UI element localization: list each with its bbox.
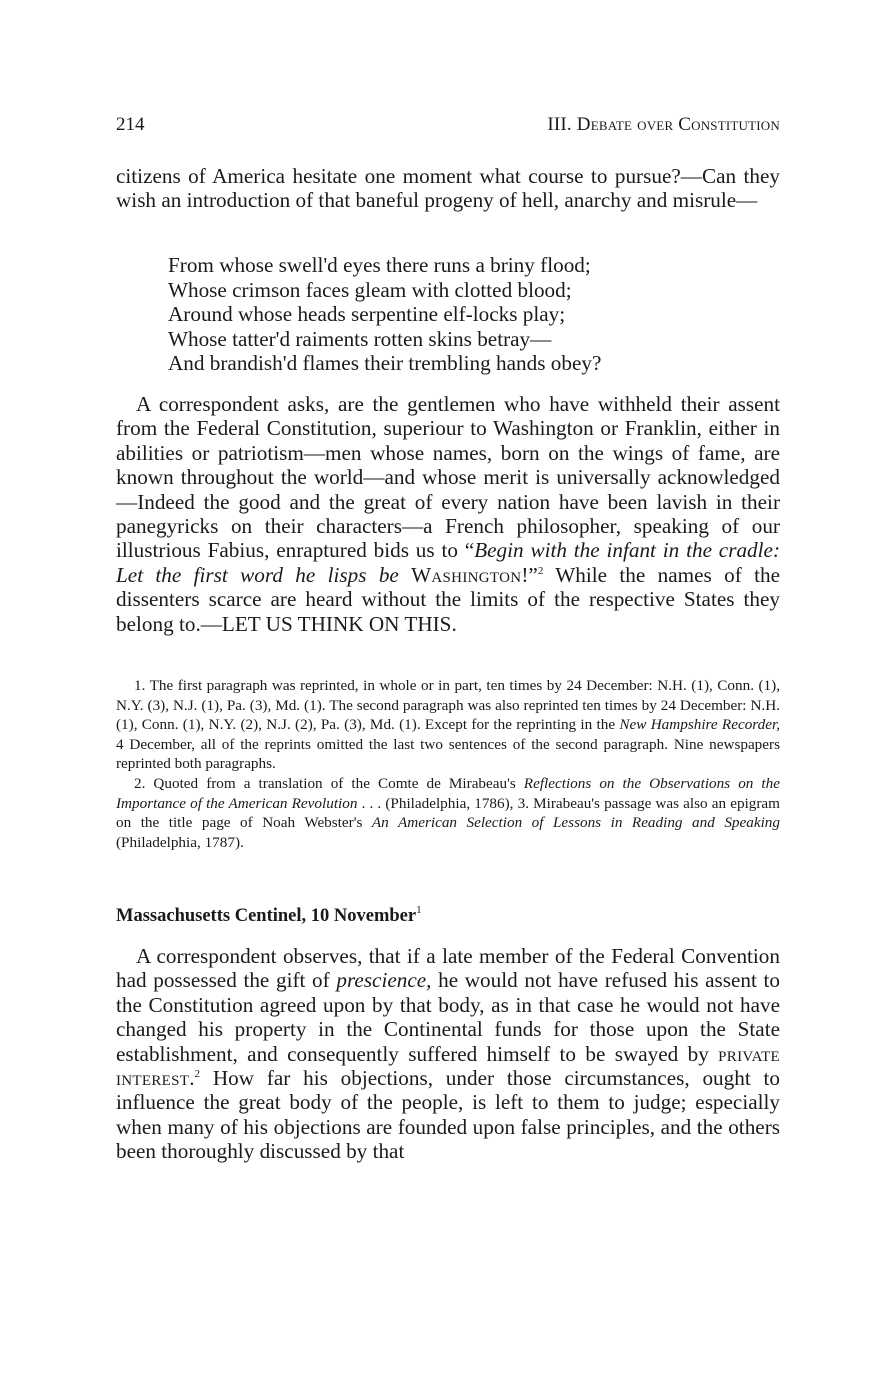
footnote-text: 2. Quoted from a translation of the Comte de Mirabeau's [134, 774, 524, 792]
small-caps-name: Washington [398, 562, 522, 587]
section-heading [116, 906, 422, 927]
verse-quotation [168, 253, 768, 376]
verse-line: And brandish'd flames their trembling hands obey? [168, 351, 602, 376]
paragraph-text: A correspondent asks, are the gentlemen who have withheld their assent from the Federal Constitution, superiour to Washington or Franklin, either in abilities or patriotism—men whose names, born on the wings of fame, are known throughout the world—and whose merit is universally acknowledged—Indeed the good and the great of every nation have been lavish in their panegyricks on their characters—a French philosopher, speaking of our illustrious Fabius, enraptured bids us to “ [116, 392, 780, 563]
verse-line: Around whose heads serpentine elf-locks play; [168, 302, 566, 327]
paragraph-text: he would not have refused his assent to the Constitution agreed upon by that body, as in that case he would not have changed his property in the Continental funds for those upon the State establishment, and consequently suffered himself to be swayed by [116, 968, 781, 1066]
footnote-text: (Philadelphia, 1787). [116, 833, 244, 851]
centinel-paragraph [116, 944, 780, 1164]
verse-line: Whose crimson faces gleam with clotted blood; [168, 277, 572, 302]
quote-close: !” [521, 562, 538, 587]
footnote-marker: 1 [416, 904, 422, 916]
section-heading-text: Massachusetts Centinel, 10 November [116, 906, 417, 926]
footnote-text: 1. The first paragraph was reprinted, in whole or in part, ten times by 24 December: N.H. (1), Conn. (1), N.Y. (3), N.J. (1), Pa. (3), Md. (1). The second paragraph was also reprinted ten times by 24 December: N.H. (1), Conn. (1), N.Y. (2), N.J. (2), Pa. (3), Md. (1). Except for the reprinting in the [116, 677, 780, 734]
verse-line: From whose swell'd eyes there runs a briny flood; [168, 253, 591, 277]
footnote-2 [116, 774, 780, 852]
correspondent-paragraph [116, 392, 780, 636]
paragraph-text: A correspondent observes, that if a late member of the Federal Convention had possessed the gift of [116, 944, 780, 993]
paragraph-text: While the names of the dissenters scarce are heard without the limits of the respective States they belong to.—LET US THINK ON THIS. [116, 562, 780, 636]
page-header [116, 114, 780, 140]
italic-quotation: Begin with the infant in the cradle: Let the first word he lisps be [116, 538, 780, 587]
verse-line: Whose tatter'd raiments rotten skins betray— [168, 326, 552, 351]
footnote-1 [116, 676, 780, 774]
footnote-italic: Reflections on the Observations on the Importance of the American Revolution [116, 774, 780, 812]
footnote-text: . . . (Philadelphia, 1786), 3. Mirabeau's passage was also an epigram on the title page of Noah Webster's [116, 794, 780, 832]
footnotes [116, 676, 780, 852]
continued-paragraph: citizens of America hesitate one moment what course to pursue?—Can they wish an introduction of that baneful progeny of hell, anarchy and misrule— [116, 164, 780, 213]
page-number: 214 [116, 114, 145, 135]
period: . [189, 1066, 195, 1091]
paragraph-text: How far his objections, under those circumstances, ought to influence the great body of the people, is left to them to judge; especially when many of his objections are founded upon false principles, and the others been thoroughly discussed by that [116, 1066, 780, 1164]
italic-word: prescience, [336, 968, 432, 993]
small-caps-phrase: private interest [116, 1041, 780, 1091]
footnote-italic: New Hampshire Recorder, [619, 716, 780, 734]
footnote-marker: 2 [194, 1068, 201, 1081]
footnote-italic: An American Selection of Lessons in Reading and Speaking [371, 814, 780, 832]
footnote-marker: 2 [537, 564, 544, 577]
footnote-text: 4 December, all of the reprints omitted the last two sentences of the second paragraph. Nine newspapers reprinted both paragraphs. [116, 735, 780, 773]
running-head: III. Debate over Constitution [547, 114, 780, 135]
